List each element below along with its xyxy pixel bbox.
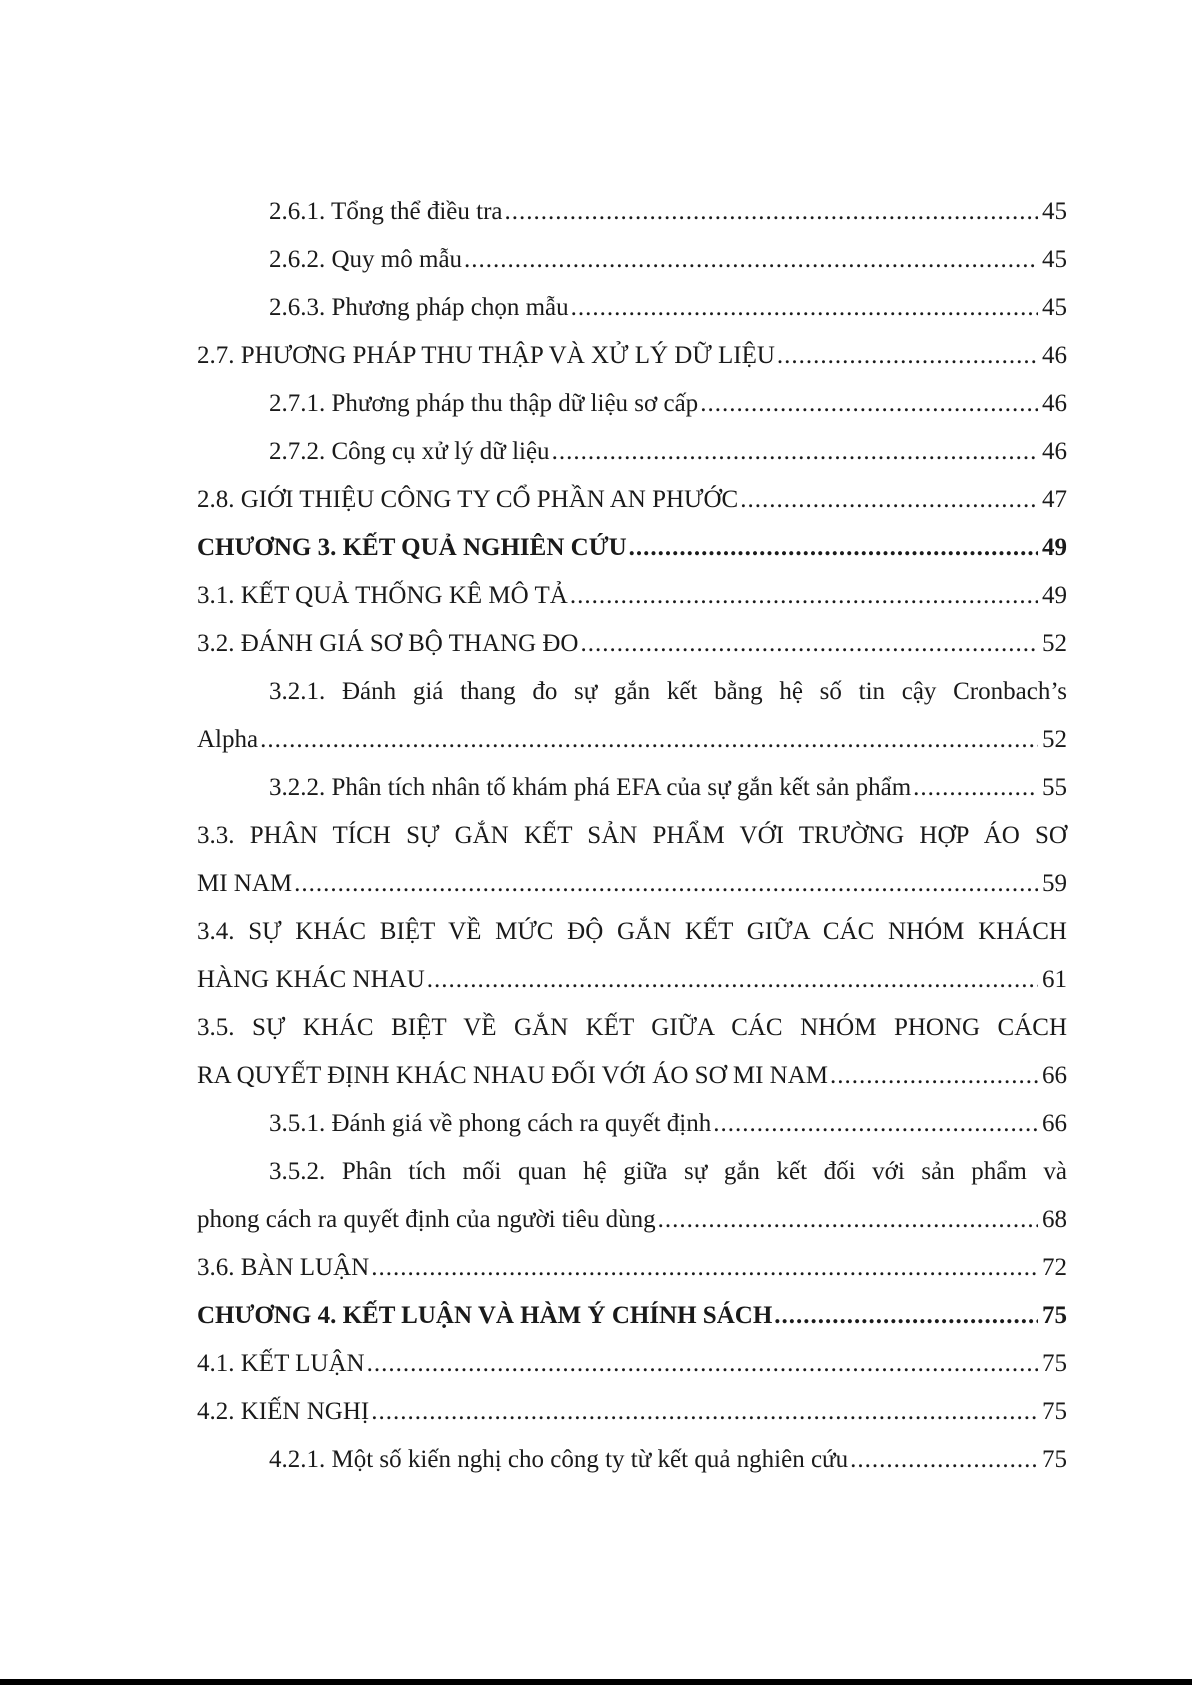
toc-entry-page: 61: [1042, 966, 1067, 993]
toc-entry-title: 2.7.1. Phương pháp thu thập dữ liệu sơ cấp: [269, 390, 699, 417]
toc-entry-chapter-4[interactable]: [197, 1292, 1067, 1340]
dot-leader: [740, 476, 1038, 524]
toc-entry-page: 45: [1042, 246, 1067, 273]
toc-entry-3-4[interactable]: [197, 908, 1067, 1004]
toc-entry-3-5-1[interactable]: [197, 1100, 1067, 1148]
toc-entry-title: 3.6. BÀN LUẬN: [197, 1254, 370, 1281]
toc-entry-2-6-3[interactable]: [197, 284, 1067, 332]
toc-entry-page: 46: [1042, 342, 1067, 369]
toc-entry-page: 59: [1042, 870, 1067, 897]
toc-entry-title: 2.7.2. Công cụ xử lý dữ liệu: [269, 438, 550, 465]
dot-leader: [505, 188, 1038, 236]
toc-entry-2-7-2[interactable]: [197, 428, 1067, 476]
toc-entry-page: 75: [1042, 1350, 1067, 1377]
toc-entry-3-2-2[interactable]: [197, 764, 1067, 812]
toc-entry-2-7[interactable]: [197, 332, 1067, 380]
dot-leader: [830, 1052, 1038, 1100]
toc-entry-4-2[interactable]: [197, 1388, 1067, 1436]
toc-entry-title-line2: RA QUYẾT ĐỊNH KHÁC NHAU ĐỐI VỚI ÁO SƠ MI NAM: [197, 1062, 829, 1089]
toc-entry-page: 66: [1042, 1110, 1067, 1137]
toc-entry-title: 3.5.1. Đánh giá về phong cách ra quyết định: [269, 1110, 712, 1137]
dot-leader: [371, 1244, 1038, 1292]
toc-entry-page: 49: [1042, 534, 1067, 561]
toc-entry-2-7-1[interactable]: [197, 380, 1067, 428]
toc-entry-title: 2.7. PHƯƠNG PHÁP THU THẬP VÀ XỬ LÝ DỮ LIỆU: [197, 342, 775, 369]
toc-entry-title: 3.2. ĐÁNH GIÁ SƠ BỘ THANG ĐO: [197, 630, 579, 657]
toc-entry-title: 4.2. KIẾN NGHỊ: [197, 1398, 370, 1425]
toc-entry-3-5[interactable]: [197, 1004, 1067, 1100]
dot-leader: [294, 860, 1038, 908]
toc-entry-title-line1: 3.5. SỰ KHÁC BIỆT VỀ GẮN KẾT GIỮA CÁC NHÓM PHONG CÁCH: [197, 1014, 1067, 1041]
toc-entry-page: 46: [1042, 438, 1067, 465]
toc-entry-page: 45: [1042, 294, 1067, 321]
toc-entry-title: 4.2.1. Một số kiến nghị cho công ty từ kết quả nghiên cứu: [269, 1446, 849, 1473]
toc-entry-title-line2: MI NAM: [197, 870, 293, 897]
toc-entry-4-2-1[interactable]: [197, 1436, 1067, 1484]
toc-entry-title-line2: HÀNG KHÁC NHAU: [197, 966, 425, 993]
toc-entry-title: CHƯƠNG 4. KẾT LUẬN VÀ HÀM Ý CHÍNH SÁCH: [197, 1302, 773, 1329]
toc-entry-page: 47: [1042, 486, 1067, 513]
toc-entry-title-line2: phong cách ra quyết định của người tiêu dùng: [197, 1206, 656, 1233]
toc-entry-page: 75: [1042, 1302, 1067, 1329]
toc-entry-title-line1: 3.4. SỰ KHÁC BIỆT VỀ MỨC ĐỘ GẮN KẾT GIỮA CÁC NHÓM KHÁCH: [197, 918, 1067, 945]
toc-entry-page: 72: [1042, 1254, 1067, 1281]
dot-leader: [850, 1436, 1038, 1484]
toc-entry-3-2-1[interactable]: [197, 668, 1067, 764]
toc-entry-title: 3.1. KẾT QUẢ THỐNG KÊ MÔ TẢ: [197, 582, 568, 609]
page-bottom-border: [0, 1679, 1192, 1685]
dot-leader: [713, 1100, 1038, 1148]
toc-entry-3-3[interactable]: [197, 812, 1067, 908]
toc-entry-title: 2.6.1. Tổng thể điều tra: [269, 198, 503, 225]
toc-entry-title: 4.1. KẾT LUẬN: [197, 1350, 365, 1377]
toc-entry-title: 2.6.3. Phương pháp chọn mẫu: [269, 294, 569, 321]
dot-leader: [658, 1196, 1038, 1244]
dot-leader: [777, 332, 1038, 380]
toc-entry-title-line1: 3.3. PHÂN TÍCH SỰ GẮN KẾT SẢN PHẨM VỚI TRƯỜNG HỢP ÁO SƠ: [197, 822, 1067, 849]
toc-entry-chapter-3[interactable]: [197, 524, 1067, 572]
toc-entry-page: 49: [1042, 582, 1067, 609]
dot-leader: [552, 428, 1038, 476]
dot-leader: [427, 956, 1038, 1004]
toc-entry-page: 55: [1042, 774, 1067, 801]
toc-entry-title: CHƯƠNG 3. KẾT QUẢ NGHIÊN CỨU: [197, 534, 627, 561]
toc-entry-3-2[interactable]: [197, 620, 1067, 668]
toc-entry-page: 52: [1042, 726, 1067, 753]
dot-leader: [570, 572, 1038, 620]
toc-entry-page: 66: [1042, 1062, 1067, 1089]
dot-leader: [580, 620, 1038, 668]
toc-entry-page: 46: [1042, 390, 1067, 417]
toc-entry-title: 3.2.2. Phân tích nhân tố khám phá EFA của sự gắn kết sản phẩm: [269, 774, 912, 801]
toc-entry-title-line1: 3.2.1. Đánh giá thang đo sự gắn kết bằng hệ số tin cậy Cronbach’s: [269, 678, 1067, 705]
toc-entry-page: 45: [1042, 198, 1067, 225]
dot-leader: [464, 236, 1038, 284]
toc-entry-page: 68: [1042, 1206, 1067, 1233]
toc-entry-3-1[interactable]: [197, 572, 1067, 620]
toc-entry-title-line2: Alpha: [197, 726, 259, 753]
toc-entry-2-6-2[interactable]: [197, 236, 1067, 284]
toc-entry-title: 2.8. GIỚI THIỆU CÔNG TY CỔ PHẦN AN PHƯỚC: [197, 486, 739, 513]
toc-entry-page: 52: [1042, 630, 1067, 657]
toc-entry-page: 75: [1042, 1398, 1067, 1425]
dot-leader: [371, 1388, 1038, 1436]
dot-leader: [571, 284, 1038, 332]
toc-entry-4-1[interactable]: [197, 1340, 1067, 1388]
toc-entry-2-8[interactable]: [197, 476, 1067, 524]
toc-entry-3-5-2[interactable]: [197, 1148, 1067, 1244]
dot-leader: [774, 1292, 1038, 1340]
toc-entry-3-6[interactable]: [197, 1244, 1067, 1292]
toc-entry-title-line1: 3.5.2. Phân tích mối quan hệ giữa sự gắn kết đối với sản phẩm và: [269, 1158, 1067, 1185]
dot-leader: [260, 716, 1038, 764]
toc-entry-title: 2.6.2. Quy mô mẫu: [269, 246, 463, 273]
dot-leader: [367, 1340, 1038, 1388]
toc-entry-2-6-1[interactable]: [197, 188, 1067, 236]
dot-leader: [629, 524, 1038, 572]
toc-entry-page: 75: [1042, 1446, 1067, 1473]
dot-leader: [700, 380, 1038, 428]
table-of-contents: [197, 188, 1067, 1484]
dot-leader: [913, 764, 1038, 812]
